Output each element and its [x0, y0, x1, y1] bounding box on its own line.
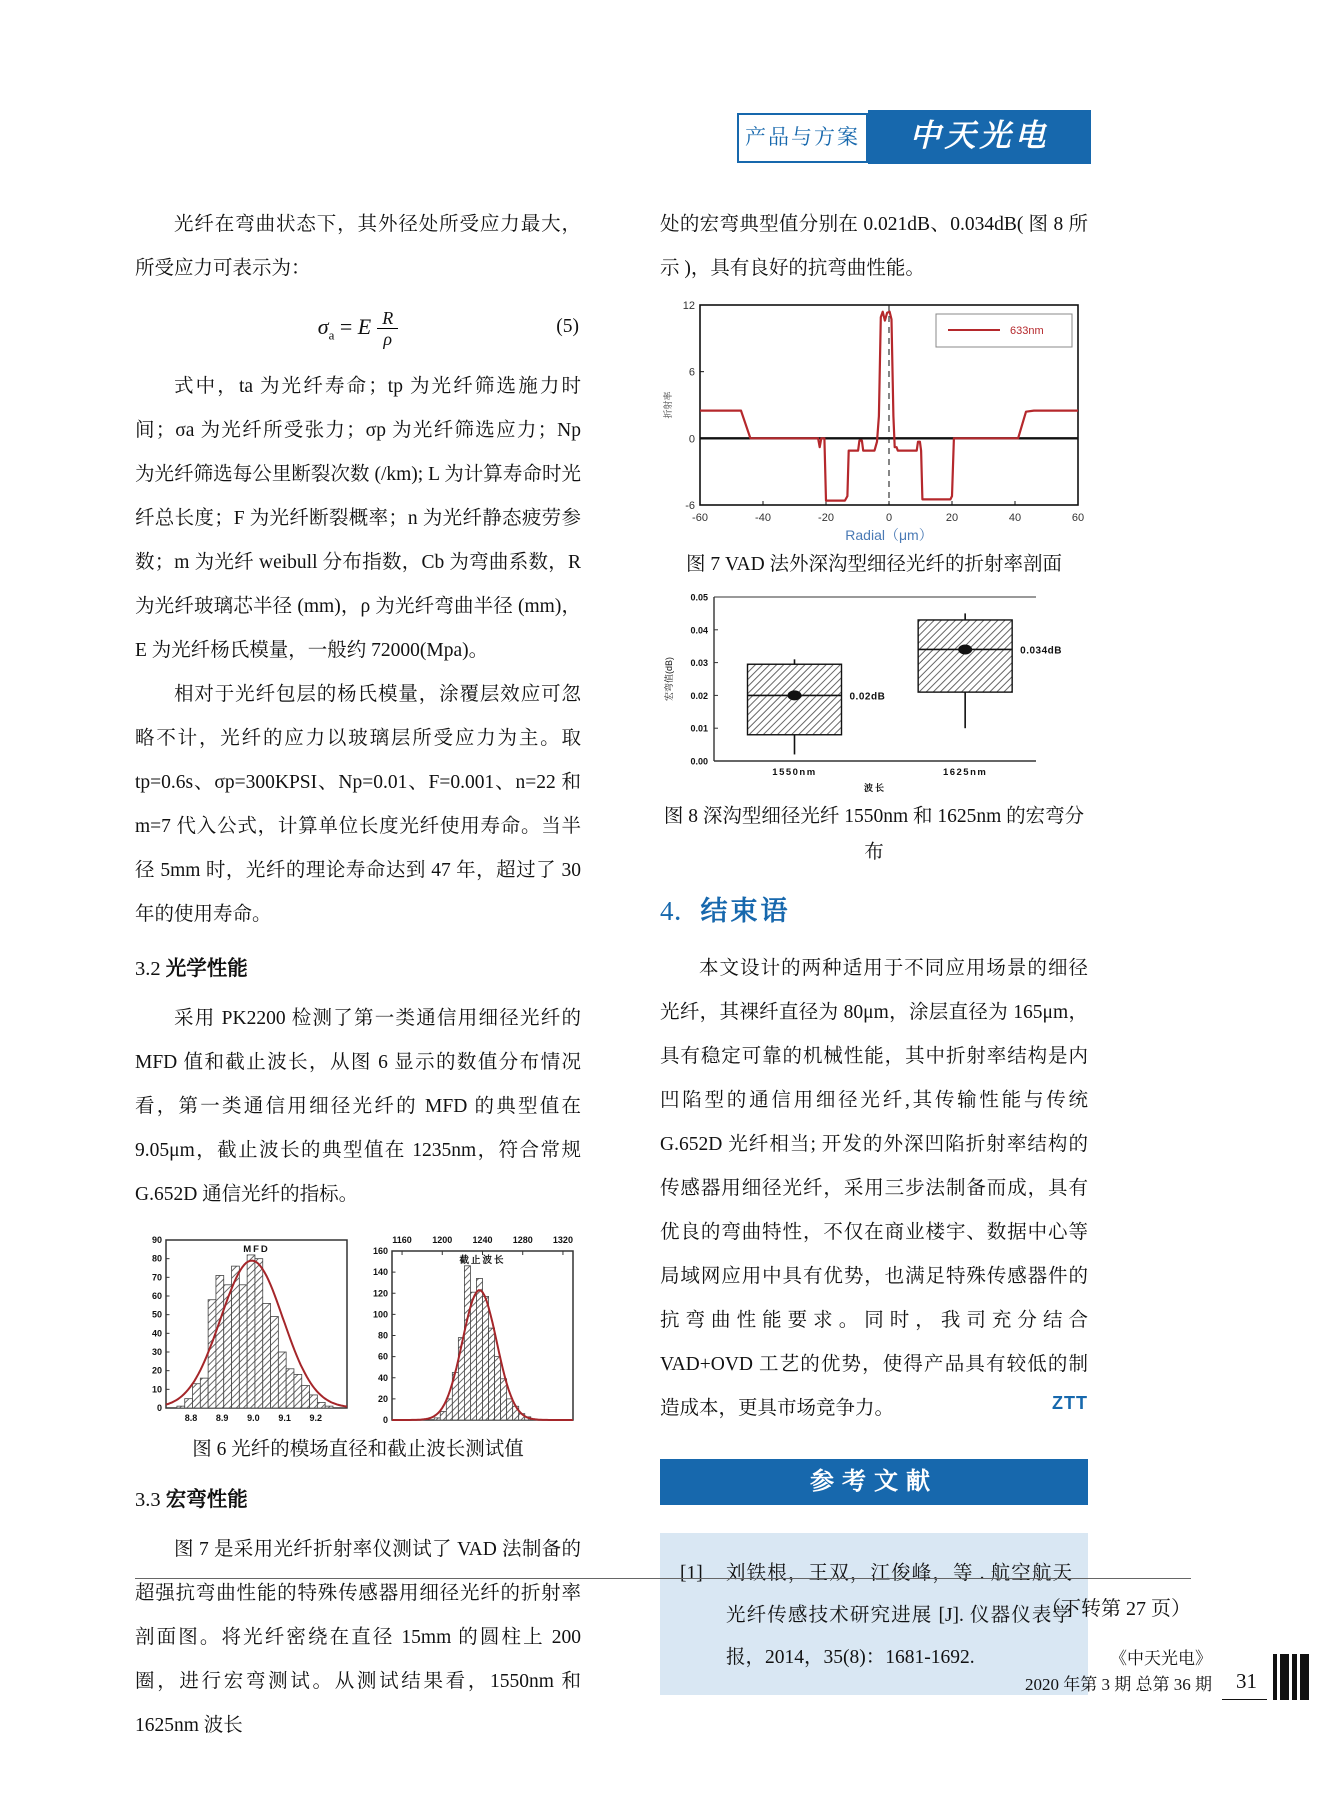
svg-text:30: 30 — [151, 1347, 162, 1357]
svg-text:140: 140 — [372, 1267, 388, 1278]
svg-text:0: 0 — [156, 1403, 162, 1413]
svg-text:20: 20 — [377, 1393, 388, 1404]
equation-number: (5) — [556, 316, 579, 337]
fraction-numerator: R — [377, 308, 398, 330]
svg-text:-60: -60 — [692, 512, 708, 524]
equation-body — [317, 307, 399, 350]
svg-text:1625nm: 1625nm — [942, 767, 988, 778]
svg-text:9.0: 9.0 — [247, 1413, 260, 1423]
svg-text:0: 0 — [382, 1415, 388, 1425]
svg-text:1200: 1200 — [432, 1235, 453, 1245]
paragraph-optical: 采用 PK2200 检测了第一类通信用细径光纤的 MFD 值和截止波长，从图 6 显示的数值分布情况看，第一类通信用细径光纤的 MFD 的典型值在 9.05μm，截止波长的典型值在 1235nm，符合常规 G.652D 通信光纤的指标。 — [135, 1008, 581, 1205]
svg-text:1280: 1280 — [512, 1235, 533, 1245]
figure-8-caption: 图 8 深沟型细径光纤 1550nm 和 1625nm 的宏弯分布 — [663, 806, 1085, 863]
modulus-symbol: E — [357, 314, 372, 339]
svg-text:10: 10 — [151, 1384, 162, 1395]
svg-text:90: 90 — [151, 1235, 162, 1245]
svg-text:0: 0 — [885, 512, 893, 524]
section-number: 3.3 — [135, 1489, 166, 1511]
svg-text:633nm: 633nm — [1010, 325, 1044, 337]
svg-text:60: 60 — [377, 1351, 388, 1362]
paragraph-stress-intro: 光纤在弯曲状态下，其外径处所受应力最大，所受应力可表示为： — [135, 214, 581, 279]
left-column — [135, 203, 581, 1748]
paragraph-symbol-definitions: 式中，ta 为光纤寿命；tp 为光纤筛选施力时间；σa 为光纤所受张力；σp 为光纤筛选应力；Np 为光纤筛选每公里断裂次数 (/km); L 为计算寿命时光纤总长度；F 为光纤断裂概率；n 为光纤静态疲劳参数；m 为光纤 weibull 分布指数，Cb 为弯曲系数，R 为光纤玻璃芯半径 (mm)，ρ 为光纤弯曲半径 (mm)，E 为光纤杨氏模量，一般约 72000(Mpa)。 — [135, 376, 581, 661]
svg-text:0.03: 0.03 — [690, 658, 708, 669]
svg-text:60: 60 — [1071, 512, 1085, 524]
cutoff-wavelength-histogram-chart — [361, 1225, 579, 1430]
figure-7-caption: 图 7 VAD 法外深沟型细径光纤的折射率剖面 — [685, 554, 1063, 575]
svg-text:0.02dB: 0.02dB — [849, 691, 886, 703]
journal-issue-block — [1025, 1646, 1212, 1700]
svg-text:70: 70 — [151, 1272, 162, 1283]
section-heading-4 — [660, 887, 1088, 935]
footer-divider — [135, 1578, 1191, 1579]
paragraph-lifetime: 相对于光纤包层的杨氏模量，涂覆层效应可忽略不计，光纤的应力以玻璃层所受应力为主。取 tp=0.6s、σp=300KPSI、Np=0.01、F=0.001、n=22 和 m=7 代入公式，计算单位长度光纤使用寿命。当半径 5mm 时，光纤的理论寿命达到 47 年，超过了 30 年的使用寿命。 — [135, 684, 581, 925]
svg-text:1550nm: 1550nm — [772, 767, 817, 778]
paragraph-conclusion — [660, 947, 1088, 1431]
journal-name: 《中天光电》 — [1110, 1649, 1212, 1668]
section-number: 4． — [660, 896, 701, 926]
svg-text:6: 6 — [688, 366, 695, 379]
conclusion-text: 本文设计的两种适用于不同应用场景的细径光纤，其裸纤直径为 80μm，涂层直径为 165μm，具有稳定可靠的机械性能，其中折射率结构是内凹陷型的通信用细径光纤,其传输性能与传统 G.652D 光纤相当; 开发的外深凹陷折射率结构的传感器用细径光纤，采用三步法制备而成，具有优良的弯曲特性，不仅在商业楼宇、数据中心等局域网应用中具有优势，也满足特殊传感器件的抗弯曲性能要求。同时，我司充分结合 VAD+OVD 工艺的优势，使得产品具有较低的制造成本，更具市场竞争力。 — [660, 958, 1088, 1419]
section-title: 光学性能 — [165, 958, 248, 980]
svg-text:波长: 波长 — [863, 783, 887, 793]
equals-sign: = — [334, 314, 358, 339]
paragraph-macrobend-results: 处的宏弯典型值分别在 0.021dB、0.034dB( 图 8 所示 )，具有良好的抗弯曲性能。 — [660, 214, 1088, 279]
svg-text:60: 60 — [151, 1291, 162, 1301]
svg-text:9.2: 9.2 — [309, 1413, 323, 1423]
section-heading-3-2 — [135, 949, 581, 989]
fraction-denominator: ρ — [383, 329, 393, 350]
svg-text:8.8: 8.8 — [184, 1413, 198, 1423]
figure-6-caption: 图 6 光纤的模场直径和截止波长测试值 — [192, 1439, 524, 1460]
svg-text:12: 12 — [682, 300, 695, 312]
svg-text:宏弯值(dB): 宏弯值(dB) — [664, 656, 674, 702]
paragraph-macrobend-test: 图 7 是采用光纤折射率仪测试了 VAD 法制备的超强抗弯曲性能的特殊传感器用细径光纤的折射率剖面图。将光纤密绕在直径 15mm 的圆柱上 200 圈，进行宏弯测试。从测试结果看，1550nm 和 1625nm 波长 — [135, 1539, 581, 1736]
svg-text:Radial（μm）: Radial（μm） — [845, 527, 933, 543]
footer-journal-info — [1025, 1646, 1309, 1700]
svg-text:MFD: MFD — [243, 1244, 270, 1255]
section-title: 宏弯性能 — [165, 1489, 248, 1511]
equation-5 — [135, 299, 581, 355]
macrobend-boxplot-chart — [660, 589, 1088, 797]
svg-text:40: 40 — [1008, 512, 1022, 524]
sigma-symbol: σ — [317, 314, 329, 339]
svg-text:0.00: 0.00 — [690, 756, 708, 767]
svg-text:20: 20 — [151, 1365, 162, 1376]
svg-text:-6: -6 — [685, 500, 695, 512]
svg-text:20: 20 — [945, 512, 959, 524]
right-column — [660, 203, 1088, 1695]
svg-text:折射率: 折射率 — [663, 391, 673, 419]
svg-text:100: 100 — [372, 1309, 388, 1320]
svg-text:截止波长: 截止波长 — [459, 1255, 506, 1266]
svg-text:8.9: 8.9 — [215, 1413, 229, 1423]
svg-text:1320: 1320 — [552, 1235, 573, 1245]
svg-text:0.02: 0.02 — [690, 690, 708, 701]
svg-text:0: 0 — [688, 433, 695, 446]
fraction — [377, 308, 398, 350]
reference-text: 刘铁根，王双，江俊峰，等 . 航空航天光纤传感技术研究进展 [J]. 仪器仪表学报，2014，35(8)：1681-1692. — [726, 1563, 1072, 1668]
section-number: 3.2 — [135, 958, 166, 980]
svg-text:80: 80 — [151, 1253, 162, 1264]
svg-text:0.04: 0.04 — [690, 625, 708, 636]
page-corner-bars-icon — [1273, 1654, 1309, 1700]
column-tag: 产品与方案 — [737, 113, 868, 163]
sigma-subscript: a — [328, 327, 335, 343]
journal-issue-line: 2020 年第 3 期 总第 36 期 — [1025, 1675, 1212, 1694]
continued-on-page-note: （下转第 27 页） — [1041, 1598, 1191, 1620]
ztt-logo: ZTT — [1052, 1393, 1088, 1413]
section-title: 结束语 — [700, 896, 791, 926]
svg-text:-20: -20 — [818, 512, 834, 524]
svg-text:9.1: 9.1 — [278, 1413, 291, 1423]
svg-text:0.05: 0.05 — [690, 592, 708, 603]
svg-text:40: 40 — [377, 1372, 388, 1383]
svg-text:1240: 1240 — [472, 1235, 493, 1245]
figure-6 — [135, 1225, 581, 1430]
svg-text:120: 120 — [372, 1288, 388, 1299]
brand-logo: 中天光电 — [868, 110, 1091, 164]
svg-text:-40: -40 — [755, 512, 771, 524]
svg-text:40: 40 — [151, 1328, 162, 1339]
reference-index: [1] — [680, 1563, 703, 1584]
svg-text:50: 50 — [151, 1309, 162, 1320]
section-heading-3-3 — [135, 1480, 581, 1520]
svg-text:0.01: 0.01 — [690, 723, 708, 734]
reference-item-1 — [660, 1533, 1088, 1695]
svg-text:80: 80 — [377, 1330, 388, 1341]
svg-text:1160: 1160 — [392, 1235, 412, 1245]
mfd-histogram-chart — [135, 1225, 353, 1430]
svg-text:160: 160 — [372, 1246, 388, 1256]
page-number: 31 — [1222, 1669, 1267, 1700]
references-header: 参考文献 — [660, 1459, 1088, 1505]
refractive-index-profile-chart — [660, 297, 1088, 545]
svg-text:0.034dB: 0.034dB — [1020, 645, 1063, 657]
